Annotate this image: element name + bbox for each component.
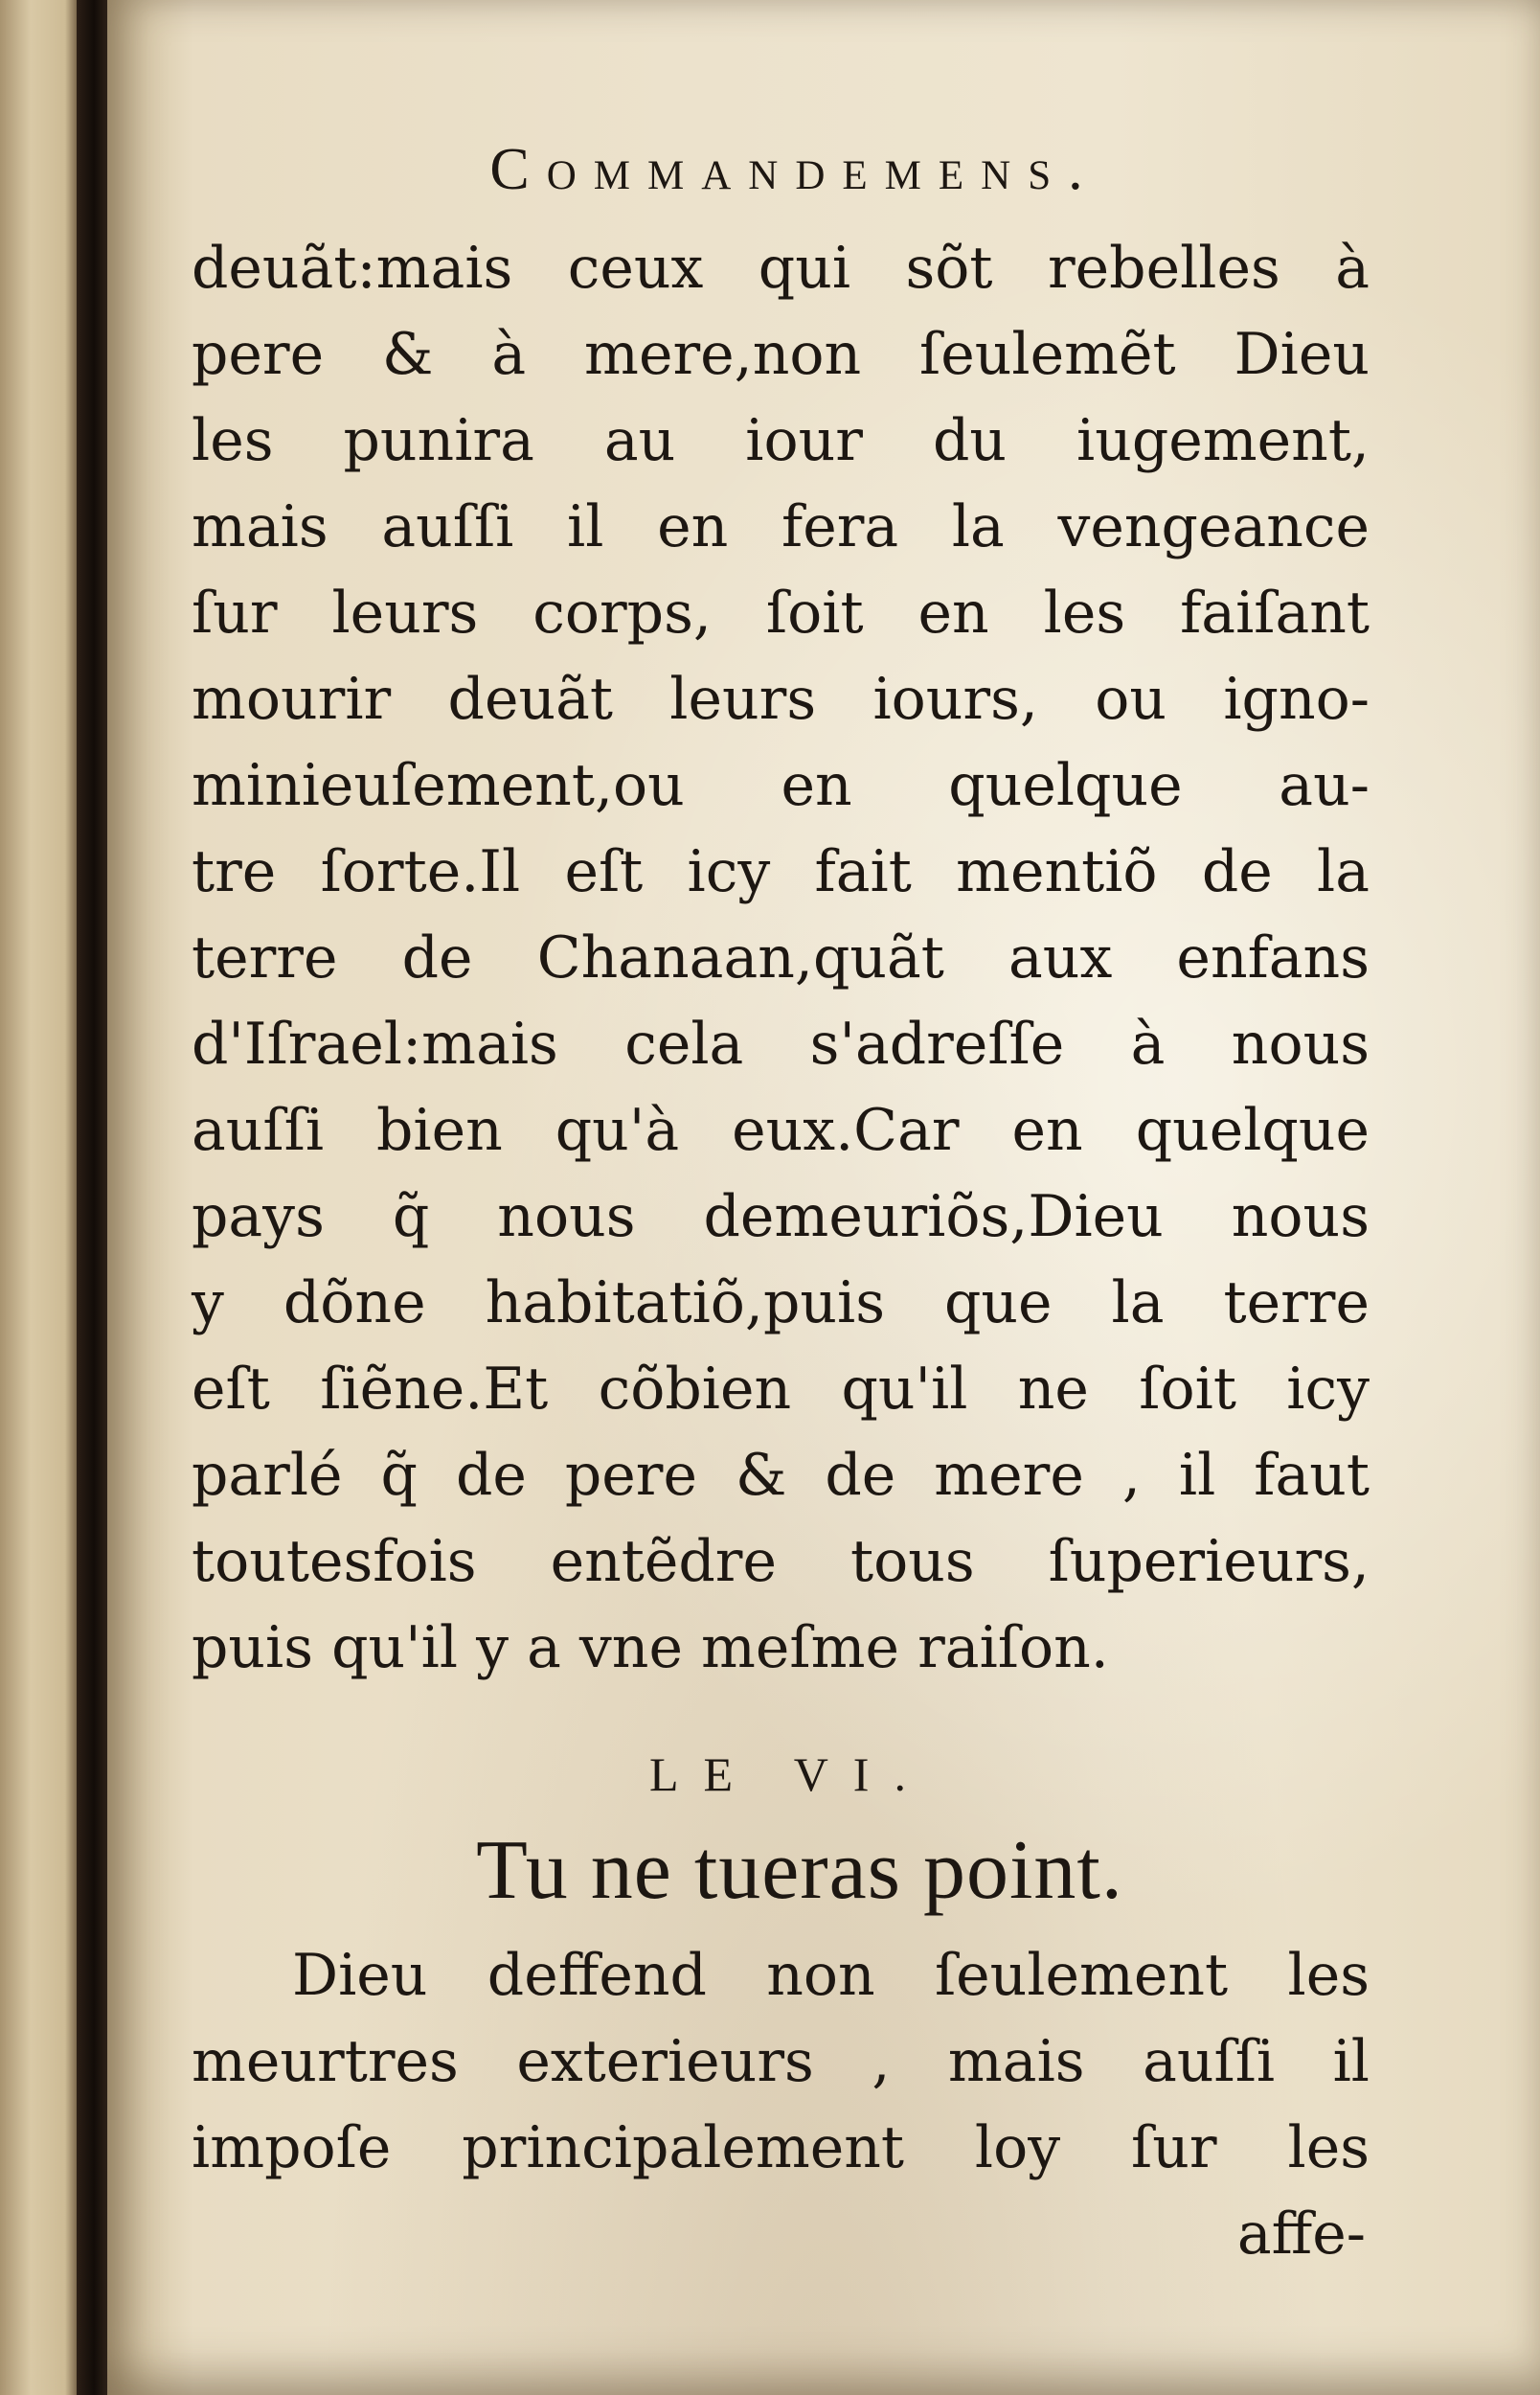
text-line: parlé q̃ de pere & de mere , il faut [192, 1442, 1370, 1509]
text-line: minieuſement,ou en quelque au- [192, 752, 1370, 819]
text-line: Dieu deffend non ſeulement les [292, 1942, 1370, 2009]
section-label: LE VI. [649, 1747, 931, 1801]
text-line: ſur leurs corps, ſoit en les faiſant [192, 580, 1370, 647]
text-line: eſt ſiẽne.Et cõbien qu'il ne ſoit icy [192, 1356, 1370, 1423]
text-line: pere & à mere,non ſeulemẽt Dieu [192, 321, 1370, 388]
text-line: impoſe principalement loy ſur les [192, 2114, 1370, 2181]
body-paragraph [192, 225, 1370, 1691]
text-line: les punira au iour du iugement, [192, 407, 1370, 474]
commentary-paragraph [192, 1932, 1370, 2191]
book-page [107, 0, 1540, 2395]
text-line: d'Iſrael:mais cela s'adreſſe à nous [192, 1011, 1370, 1078]
text-line: mourir deuãt leurs iours, ou igno- [192, 666, 1370, 733]
text-line: tre ſorte.Il eſt icy fait mentiõ de la [192, 838, 1370, 905]
text-line: terre de Chanaan,quãt aux enfans [192, 924, 1370, 992]
text-line: puis qu'il y a vne meſme raiſon. [192, 1614, 1109, 1681]
text-line: mais auſſi il en fera la vengeance [192, 493, 1370, 560]
running-head: Commandemens. [489, 137, 1100, 202]
commandment-heading: Tu ne tueras point. [476, 1824, 1123, 1917]
text-line: pays q̃ nous demeuriõs,Dieu nous [192, 1183, 1370, 1250]
text-line: meurtres exterieurs , mais auſſi il [192, 2028, 1370, 2095]
text-line: auſſi bien qu'à eux.Car en quelque [192, 1097, 1370, 1164]
previous-page-edge [0, 0, 77, 2395]
catchword: affe- [1236, 2201, 1366, 2268]
text-line: y dõne habitatiõ,puis que la terre [192, 1269, 1370, 1336]
text-line: deuãt:mais ceux qui sõt rebelles à [192, 235, 1370, 302]
text-line: toutesfois entẽdre tous ſuperieurs, [192, 1528, 1370, 1595]
page-text [192, 125, 1370, 2277]
